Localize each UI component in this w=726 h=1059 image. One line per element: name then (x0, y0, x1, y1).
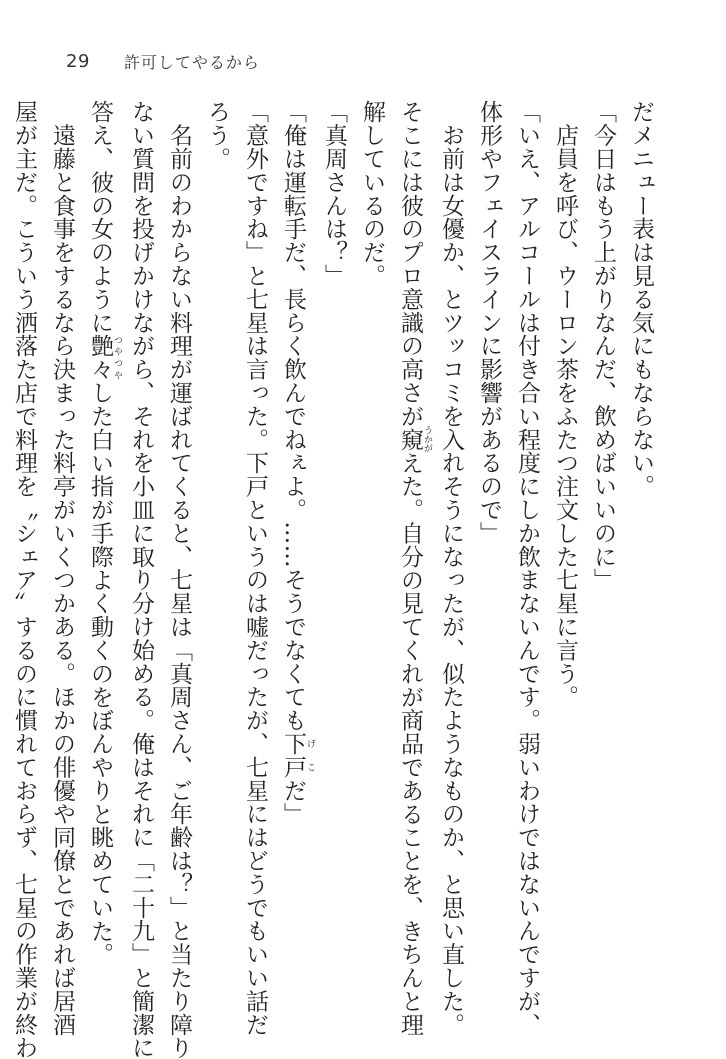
ruby-reading: つやつや (112, 334, 122, 381)
text-line (508, 100, 546, 1036)
text-line (5, 100, 43, 1059)
text-segment: だ」 (280, 778, 306, 826)
text-segment: 「俺は運転手だ、長らく飲んでねぇよ。……そうでなくても (280, 100, 306, 732)
text-line (43, 100, 81, 1036)
text-line (160, 100, 198, 1059)
text-segment: 屋が主だ。こういう洒落た店で料理を〝シェア〟するのに慣れておらず、七星の作業が終わ (11, 100, 37, 1059)
ruby-reading: げこ (305, 731, 315, 779)
text-segment: 「真周さんは？」 (321, 100, 347, 288)
ruby-annotation (87, 334, 122, 381)
text-line (470, 100, 508, 980)
ruby-base: 下戸 (280, 731, 306, 779)
text-line (622, 100, 660, 980)
page-header (66, 46, 260, 76)
text-line (546, 100, 584, 980)
text-segment: 「今日はもう上がりなんだ、飲めばいいのに」 (590, 100, 616, 592)
ruby-annotation (280, 731, 315, 779)
text-line (236, 100, 274, 1036)
text-segment: ろう。 (204, 100, 230, 171)
text-segment: した白い指が手際よく動くのをぼんやりと眺めていた。 (87, 380, 113, 966)
text-segment: 名前のわからない料理が運ばれてくると、七星は「真周さん、ご年齢は？」と当たり障り (166, 100, 192, 1059)
ruby-annotation (397, 425, 432, 453)
text-segment: えた。自分の見てくれが商品であることを、きちんと理 (397, 451, 423, 1037)
text-segment: そこには彼のプロ意識の高さが (397, 100, 423, 428)
text-segment: 「意外ですね」と七星は言った。下戸というのは嘘だったが、七星にはどうでもいい話だ (242, 100, 268, 1036)
text-segment: ない質問を投げかけながら、それを小皿に取り分け始める。俺はそれに「二十九」と簡潔に (128, 100, 154, 1059)
text-line (81, 100, 122, 980)
text-segment: お前は女優か、とツッコミを入れそうになったが、似たようなものか、と思い直した。 (438, 100, 464, 1036)
text-line (122, 100, 160, 1059)
text-line (353, 100, 391, 980)
text-segment: 遠藤と食事をするなら決まった料亭がいくつかある。ほかの俳優や同僚とであれば居酒 (49, 100, 75, 1036)
text-segment: だメニュー表は見る気にもならない。 (628, 100, 654, 498)
text-line (315, 100, 353, 980)
ruby-base: 窺 (397, 425, 423, 453)
running-title: 許可してやるから (123, 52, 260, 72)
text-segment: 店員を呼び、ウーロン茶をふたつ注文した七星に言う。 (552, 100, 578, 709)
vertical-body-text (11, 100, 660, 1059)
text-line (391, 100, 432, 1037)
text-line (432, 100, 470, 1036)
text-segment: 答え、彼の女のように (87, 100, 113, 334)
page-number: 29 (66, 50, 90, 72)
ruby-reading: うかが (422, 425, 432, 453)
ruby-base: 艶々 (87, 334, 113, 381)
text-segment: 体形やフェイスラインに影響があるので」 (476, 100, 502, 545)
text-line (274, 100, 315, 980)
text-segment: 「いえ、アルコールは付き合い程度にしか飲まないんです。弱いわけではないんですが、 (514, 100, 540, 1036)
text-segment: 解しているのだ。 (359, 100, 385, 288)
text-line (198, 100, 236, 980)
text-line (584, 100, 622, 980)
